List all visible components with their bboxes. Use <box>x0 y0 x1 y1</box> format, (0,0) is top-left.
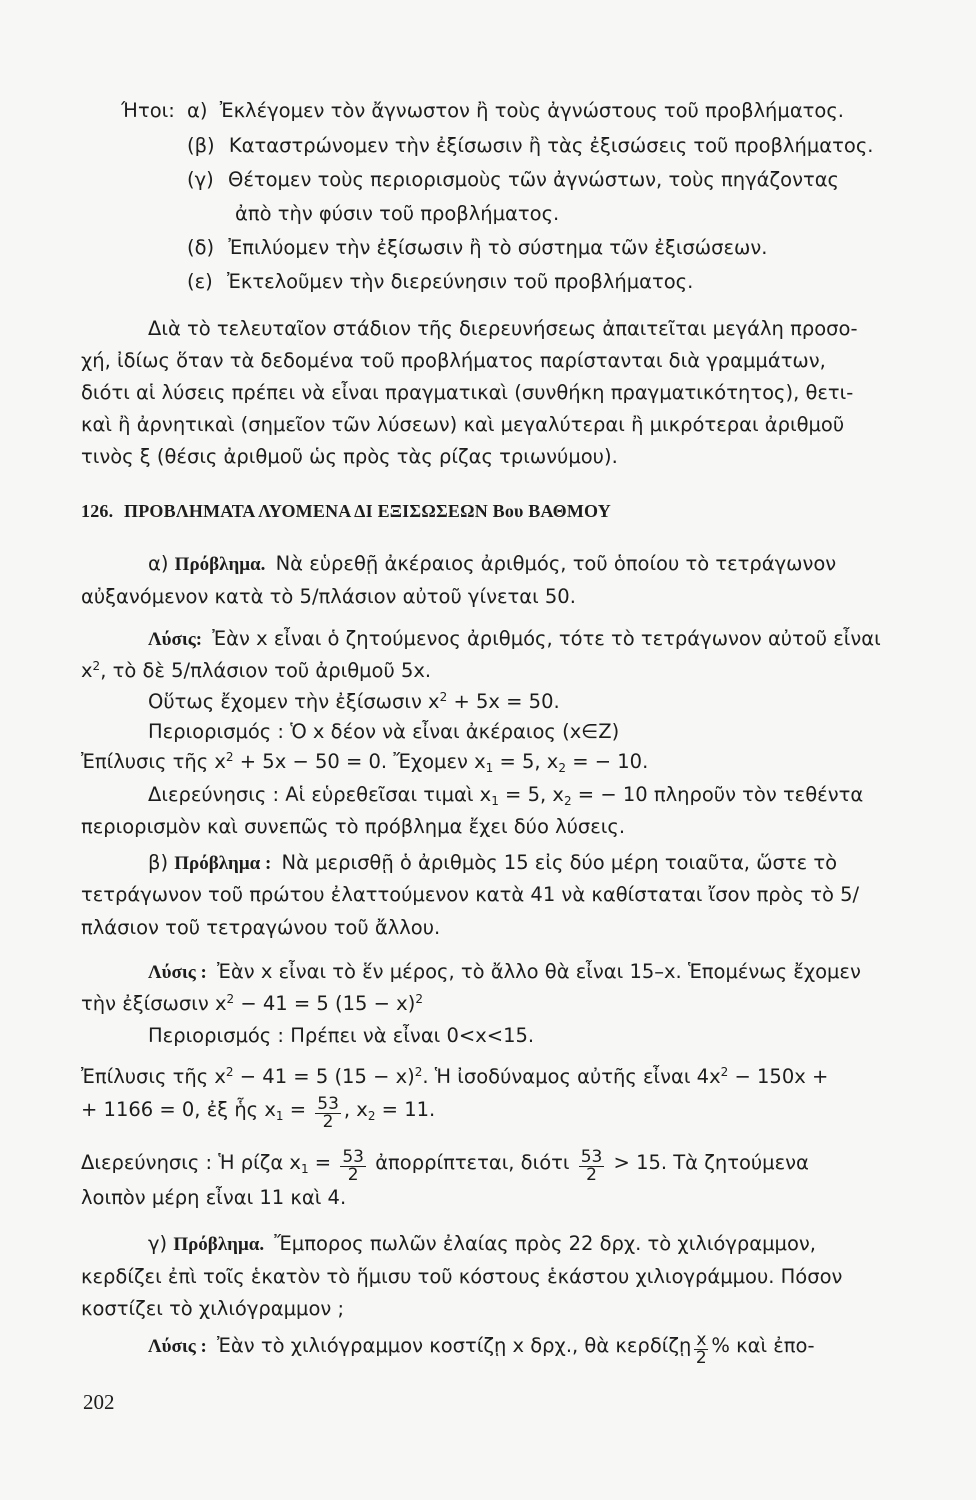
exponent: 2 <box>225 1065 234 1079</box>
problem-keyword: Πρόβλημα : <box>174 853 272 874</box>
math-text: . Ἡ ἰσοδύναμος αὐτῆς εἶναι 4x <box>422 1065 721 1088</box>
math-text: > 15. Τὰ ζητούμενα <box>607 1151 809 1174</box>
fraction-denominator: 2 <box>322 1112 334 1132</box>
math-text: , x <box>343 1098 368 1121</box>
exponent: 2 <box>414 1065 423 1079</box>
problem-a-solve <box>81 747 648 777</box>
step-d <box>187 233 767 263</box>
math-text: = − 10 πληροῦν τὸν τεθέντα <box>571 783 864 806</box>
problem-a-statement-2: αὐξανόμενον κατὰ τὸ 5/πλάσιον αὐτοῦ γίνεται 50. <box>81 585 576 608</box>
fraction-denominator: 2 <box>347 1165 359 1185</box>
subscript: 1 <box>300 1162 309 1176</box>
problem-b-label: β) <box>148 851 169 874</box>
problem-c-sol-text: Ἐὰν τὸ χιλιόγραμμον κοστίζῃ x δρχ., θὰ κερδίζῃ <box>217 1334 692 1357</box>
math-text: τὴν ἐξίσωσιν x <box>81 992 227 1015</box>
problem-b-solution <box>148 957 861 988</box>
step-a <box>121 96 844 126</box>
problem-b-restriction: Περιορισμός : Πρέπει νὰ εἶναι 0<x<15. <box>148 1024 535 1047</box>
fraction-numerator: 53 <box>580 1147 603 1167</box>
problem-b-text: Νὰ μερισθῇ ὁ ἀριθμὸς 15 εἰς δύο μέρη τοιαῦτα, ὥστε τὸ <box>281 851 838 874</box>
exponent: 2 <box>226 992 235 1006</box>
problem-b-statement-3: πλάσιον τοῦ τετραγώνου τοῦ ἄλλου. <box>81 916 441 939</box>
fraction-numerator: 53 <box>342 1147 364 1167</box>
exponent: 2 <box>415 992 423 1006</box>
math-text: + 5x = 50. <box>447 690 560 713</box>
subscript: 2 <box>563 794 572 808</box>
math-text: , τὸ δὲ 5/πλάσιον τοῦ ἀριθμοῦ 5x. <box>100 659 432 682</box>
problem-b-statement-2: τετράγωνον τοῦ πρώτου ἐλαττούμενον κατὰ 41 νὰ καθίσταται ἴσον πρὸς τὸ 5/ <box>81 883 860 906</box>
problem-c-solution <box>148 1331 815 1367</box>
step-a-text: Ἐκλέγομεν τὸν ἄγνωστον ἢ τοὺς ἀγνώστους τοῦ προβλήματος. <box>219 99 844 122</box>
step-e-label: (ε) <box>187 270 213 293</box>
step-e <box>187 267 693 297</box>
math-text: Διερεύνησις : Ἡ ρίζα x <box>81 1151 301 1174</box>
step-c-text: Θέτομεν τοὺς περιορισμοὺς τῶν ἀγνώστων, τοὺς πηγάζοντας <box>227 168 840 191</box>
fraction-denominator: 2 <box>586 1165 597 1185</box>
exponent: 2 <box>720 1065 729 1079</box>
para1-line: διότι αἱ λύσεις πρέπει νὰ εἶναι πραγματικαὶ (συνθήκη πραγματικότητος), θετι- <box>81 381 854 404</box>
math-text: = <box>283 1098 313 1121</box>
fraction-x-over-2 <box>694 1332 708 1367</box>
math-text: = − 10. <box>566 750 649 773</box>
math-text: = 5, x <box>493 750 559 773</box>
fraction-numerator: 53 <box>317 1094 339 1114</box>
subscript: 1 <box>485 761 494 775</box>
step-e-text: Ἐκτελοῦμεν τὴν διερεύνησιν τοῦ προβλήματος. <box>226 270 694 293</box>
subscript: 1 <box>491 794 499 808</box>
fraction-numerator: x <box>696 1330 707 1350</box>
problem-b-solve-2 <box>81 1095 435 1131</box>
step-c-label: (γ) <box>187 168 214 191</box>
section-number: 126. <box>81 501 114 521</box>
math-text: ἀπορρίπτεται, διότι <box>369 1151 576 1174</box>
problem-b-sol-2 <box>81 989 423 1019</box>
para1-line: καὶ ἢ ἀρνητικαὶ (σημεῖον τῶν λύσεων) καὶ μεγαλύτεραι ἢ μικρότεραι ἀριθμοῦ <box>81 413 845 436</box>
step-b-text: Καταστρώνομεν τὴν ἐξίσωσιν ἢ τὰς ἐξισώσεις τοῦ προβλήματος. <box>228 134 874 157</box>
math-text: Οὕτως ἔχομεν τὴν ἐξίσωσιν x <box>148 690 440 713</box>
problem-b-discussion <box>81 1148 809 1184</box>
step-c <box>187 165 839 195</box>
problem-b-discussion-2: λοιπὸν μέρη εἶναι 11 καὶ 4. <box>81 1186 347 1209</box>
exponent: 2 <box>439 690 448 704</box>
problem-a-solution <box>148 624 881 655</box>
problem-a-restriction: Περιορισμός : Ὁ x δέον νὰ εἶναι ἀκέραιος (x∈Z) <box>148 720 620 743</box>
para1-line: Διὰ τὸ τελευταῖον στάδιον τῆς διερευνήσεως ἀπαιτεῖται μεγάλη προσο- <box>148 317 858 340</box>
para1-line: τινὸς ξ (θέσις ἀριθμοῦ ὡς πρὸς τὰς ρίζας τριωνύμου). <box>81 445 618 468</box>
problem-a-discussion <box>148 780 863 810</box>
exponent: 2 <box>225 750 234 764</box>
problem-c-statement-2: κερδίζει ἐπὶ τοῖς ἑκατὸν τὸ ἥμισυ τοῦ κόστους ἑκάστου χιλιογράμμου. Πόσον <box>81 1265 843 1288</box>
math-text: + 5x − 50 = 0. Ἔχομεν x <box>233 750 486 773</box>
math-text: + 1166 = 0, ἐξ ἧς x <box>81 1098 276 1121</box>
problem-c-text: Ἔμπορος πωλῶν ἐλαίας πρὸς 22 δρχ. τὸ χιλιόγραμμον, <box>274 1232 816 1255</box>
fraction-53-over-2 <box>340 1149 366 1184</box>
math-text: − 41 = 5 (15 − x) <box>233 1065 415 1088</box>
fraction-53-over-2 <box>315 1096 341 1131</box>
step-c-cont: ἀπὸ τὴν φύσιν τοῦ προβλήματος. <box>235 202 560 225</box>
math-text: % καὶ ἐπο- <box>711 1334 815 1357</box>
problem-a-discussion-2: περιορισμὸν καὶ συνεπῶς τὸ πρόβλημα ἔχει δύο λύσεις. <box>81 815 626 838</box>
problem-c-statement-3: κοστίζει τὸ χιλιόγραμμον ; <box>81 1297 345 1320</box>
problem-c-label: γ) <box>148 1232 168 1255</box>
problem-a-equation <box>148 687 560 717</box>
problem-a-text: Νὰ εὑρεθῇ ἀκέραιος ἀριθμός, τοῦ ὁποίου τὸ τετράγωνον <box>275 552 837 575</box>
problem-b-sol-text: Ἐὰν x εἶναι τὸ ἕν μέρος, τὸ ἄλλο θὰ εἶναι 15–x. Ἑπομένως ἔχομεν <box>217 960 861 983</box>
math-text: Ἐπίλυσις τῆς x <box>81 1065 226 1088</box>
page-number: 202 <box>83 1390 115 1414</box>
math-text: Διερεύνησις : Αἱ εὑρεθεῖσαι τιμαὶ x <box>148 783 492 806</box>
intro-label: Ήτοι: <box>121 99 175 122</box>
problem-a-label: α) <box>148 552 169 575</box>
problem-a-sol-text: Ἐὰν x εἶναι ὁ ζητούμενος ἀριθμός, τότε τὸ τετράγωνον αὐτοῦ εἶναι <box>212 627 881 650</box>
section-heading <box>81 496 611 526</box>
problem-b-statement <box>148 848 837 879</box>
para1-line: χή, ἰδίως ὅταν τὰ δεδομένα τοῦ προβλήματος παρίστανται διὰ γραμμάτων, <box>81 349 826 372</box>
math-text: − 41 = 5 (15 − x) <box>234 992 416 1015</box>
subscript: 1 <box>275 1109 284 1123</box>
math-text: Ἐπίλυσις τῆς x <box>81 750 226 773</box>
solution-keyword: Λύσις : <box>148 962 207 983</box>
exponent: 2 <box>92 659 101 673</box>
problem-keyword: Πρόβλημα. <box>174 554 266 575</box>
fraction-53-over-2 <box>579 1149 605 1184</box>
subscript: 2 <box>558 761 566 775</box>
math-text: − 150x + <box>728 1065 829 1088</box>
step-b <box>187 131 873 161</box>
solution-keyword: Λύσις: <box>148 629 203 650</box>
problem-b-solve-1 <box>81 1062 828 1092</box>
problem-a-sol-2 <box>81 656 431 686</box>
solution-keyword: Λύσις : <box>148 1336 207 1357</box>
math-text: = <box>308 1151 338 1174</box>
problem-a-statement <box>148 549 836 580</box>
math-var: x <box>81 659 93 682</box>
problem-keyword: Πρόβλημα. <box>173 1234 265 1255</box>
problem-c-statement <box>148 1229 816 1260</box>
math-text: = 5, x <box>498 783 564 806</box>
math-text: = 11. <box>375 1098 436 1121</box>
subscript: 2 <box>367 1109 376 1123</box>
section-title: ΠΡΟΒΛΗΜΑΤΑ ΛΥΟΜΕΝΑ ΔΙ ΕΞΙΣΩΣΕΩΝ Βου ΒΑΘΜΟΥ <box>124 501 611 521</box>
fraction-denominator: 2 <box>695 1348 707 1368</box>
step-d-label: (δ) <box>187 236 215 259</box>
step-d-text: Ἐπιλύομεν τὴν ἐξίσωσιν ἢ τὸ σύστημα τῶν ἐξισώσεων. <box>228 236 768 259</box>
step-b-label: (β) <box>187 134 215 157</box>
step-a-label: α) <box>187 99 208 122</box>
